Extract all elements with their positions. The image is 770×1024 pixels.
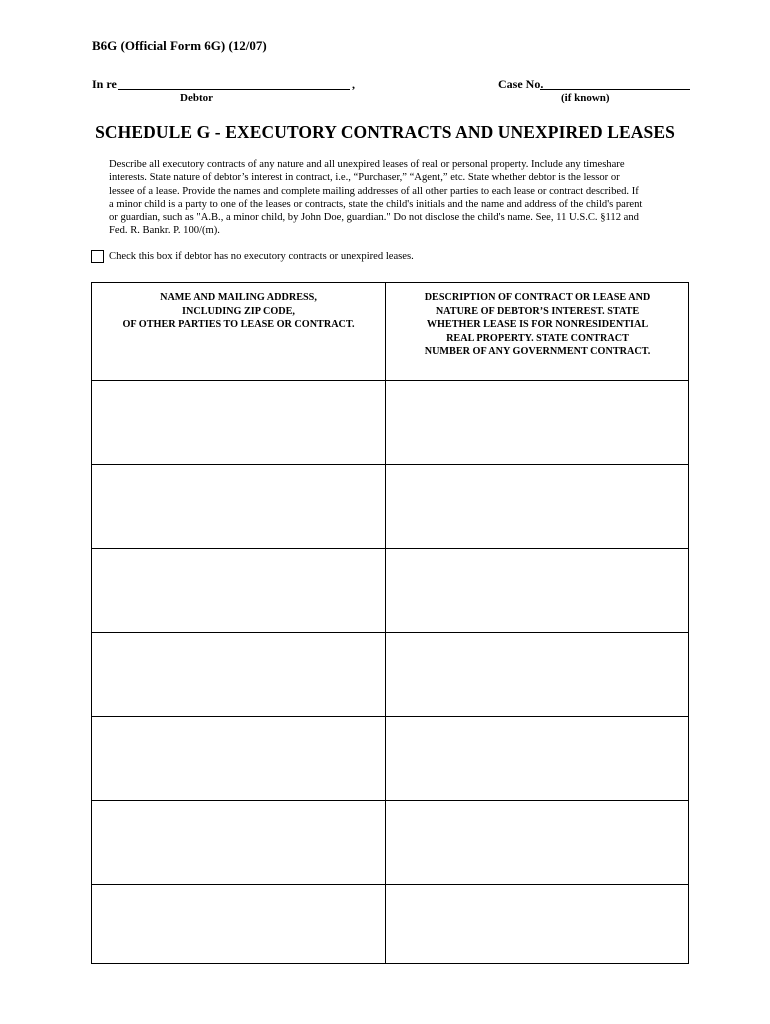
debtor-label: Debtor [180, 92, 213, 104]
case-no-label: Case No. [498, 77, 544, 91]
name-address-cell[interactable] [92, 464, 385, 548]
debtor-name-field[interactable] [118, 89, 350, 90]
column-header-description [386, 291, 689, 359]
no-contracts-checkbox[interactable] [91, 250, 104, 263]
instruction-line: Describe all executory contracts of any nature and all unexpired leases of real or personal property. Include any timeshare [109, 159, 625, 170]
name-address-cell[interactable] [92, 632, 385, 716]
header-line: DESCRIPTION OF CONTRACT OR LEASE AND [424, 292, 651, 303]
checkbox-label: Check this box if debtor has no executory contracts or unexpired leases. [109, 251, 414, 262]
name-address-cell[interactable] [92, 884, 385, 968]
contracts-table [91, 282, 689, 964]
case-number-field[interactable] [540, 89, 690, 90]
header-line: NUMBER OF ANY GOVERNMENT CONTRACT. [424, 346, 651, 357]
header-line: WHETHER LEASE IS FOR NONRESIDENTIAL [426, 319, 649, 330]
instruction-line: Fed. R. Bankr. P. 100/(m). [109, 225, 220, 237]
column-header-name-address [92, 291, 385, 332]
description-cell[interactable] [386, 380, 689, 464]
header-line: NATURE OF DEBTOR’S INTEREST. STATE [435, 305, 640, 317]
in-re-label: In re [92, 77, 117, 91]
header-line: REAL PROPERTY. STATE CONTRACT [446, 332, 629, 344]
description-cell[interactable] [386, 884, 689, 968]
name-address-cell[interactable] [92, 716, 385, 800]
no-contracts-option [91, 250, 414, 263]
description-cell[interactable] [386, 548, 689, 632]
name-address-cell[interactable] [92, 380, 385, 464]
header-line: INCLUDING ZIP CODE, [182, 305, 295, 317]
form-id: B6G (Official Form 6G) (12/07) [92, 38, 267, 53]
instruction-line: lessee of a lease. Provide the names and complete mailing addresses of all other parties to each lease or contract described. If [109, 185, 639, 197]
instruction-line: or guardian, such as "A.B., a minor child, by John Doe, guardian." Do not disclose the child's name. See, 11 U.S.C. §112 and [109, 212, 639, 224]
description-cell[interactable] [386, 632, 689, 716]
name-address-cell[interactable] [92, 800, 385, 884]
header-line: OF OTHER PARTIES TO LEASE OR CONTRACT. [122, 319, 355, 330]
name-address-cell[interactable] [92, 548, 385, 632]
description-cell[interactable] [386, 716, 689, 800]
page-title: SCHEDULE G - EXECUTORY CONTRACTS AND UNEXPIRED LEASES [95, 122, 675, 142]
instruction-line: interests. State nature of debtor’s interest in contract, i.e., “Purchaser,” “Agent,” etc. State whether debtor is the lessor or [109, 172, 620, 184]
description-cell[interactable] [386, 464, 689, 548]
header-line: NAME AND MAILING ADDRESS, [160, 292, 317, 303]
instruction-line: a minor child is a party to one of the leases or contracts, state the child's initials and the name and address of the child's parent [109, 198, 643, 210]
description-cell[interactable] [386, 800, 689, 884]
case-header [92, 77, 692, 91]
comma: , [352, 77, 355, 91]
instructions [109, 158, 685, 238]
if-known-label: (if known) [561, 92, 610, 104]
